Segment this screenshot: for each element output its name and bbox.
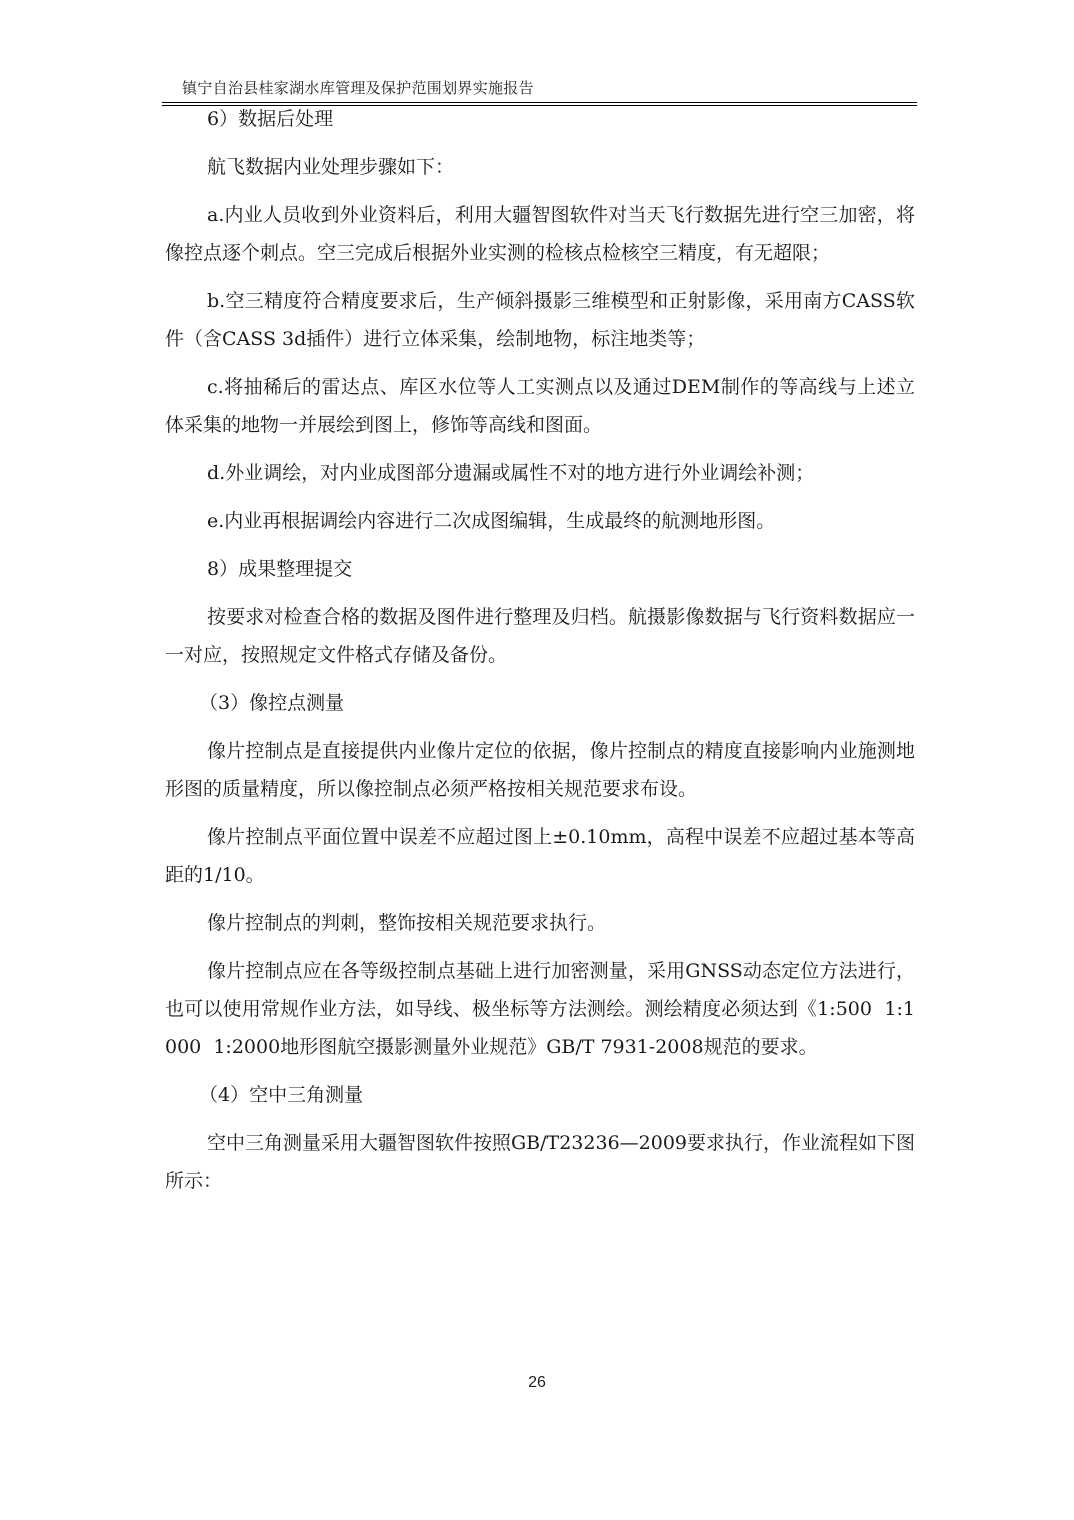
header-title: 镇宁自治县桂家湖水库管理及保护范围划界实施报告: [182, 79, 534, 97]
paragraph-step-d: d.外业调绘，对内业成图部分遗漏或属性不对的地方进行外业调绘补测；: [207, 462, 815, 484]
section-heading-data-postprocessing: 6）数据后处理: [207, 108, 334, 130]
paragraph-step-e: e.内业再根据调绘内容进行二次成图编辑，生成最终的航测地形图。: [207, 510, 776, 532]
paragraph-control-points-marking: 像片控制点的判刺，整饰按相关规范要求执行。: [207, 912, 607, 934]
paragraph-control-points-method: 像片控制点应在各等级控制点基础上进行加密测量，采用GNSS动态定位方法进行，也可以使用常规作业方法，如导线、极坐标等方法测绘。测绘精度必须达到《1:500 1:1000 1:2000地形图航空摄影测量外业规范》GB/T 7931-2008规范的要求。: [165, 960, 915, 1058]
document-body: [165, 100, 915, 1200]
paragraph-intro-steps: 航飞数据内业处理步骤如下：: [207, 156, 455, 178]
paragraph-results-archive: 按要求对检查合格的数据及图件进行整理及归档。航摄影像数据与飞行资料数据应一一对应，按照规定文件格式存储及备份。: [165, 606, 915, 666]
paragraph-aerial-triangulation: 空中三角测量采用大疆智图软件按照GB/T23236—2009要求执行，作业流程如下图所示：: [165, 1132, 916, 1192]
paragraph-control-points-basis: 像片控制点是直接提供内业像片定位的依据，像片控制点的精度直接影响内业施测地形图的质量精度，所以像控制点必须严格按相关规范要求布设。: [165, 740, 915, 800]
section-heading-results: 8）成果整理提交: [207, 558, 353, 580]
paragraph-step-a: a.内业人员收到外业资料后，利用大疆智图软件对当天飞行数据先进行空三加密，将像控点逐个刺点。空三完成后根据外业实测的检核点检核空三精度，有无超限；: [165, 204, 915, 264]
paragraph-step-c: c.将抽稀后的雷达点、库区水位等人工实测点以及通过DEM制作的等高线与上述立体采集的地物一并展绘到图上，修饰等高线和图面。: [165, 376, 915, 436]
paragraph-control-points-accuracy: 像片控制点平面位置中误差不应超过图上±0.10mm，高程中误差不应超过基本等高距的1/10。: [165, 826, 915, 886]
paragraph-step-b: b.空三精度符合精度要求后，生产倾斜摄影三维模型和正射影像，采用南方CASS软件（含CASS 3d插件）进行立体采集，绘制地物，标注地类等；: [165, 290, 915, 350]
section-heading-control-points: （3）像控点测量: [199, 692, 345, 714]
page-number: 26: [528, 1374, 546, 1391]
section-heading-aerial-triangulation: （4）空中三角测量: [199, 1084, 364, 1106]
